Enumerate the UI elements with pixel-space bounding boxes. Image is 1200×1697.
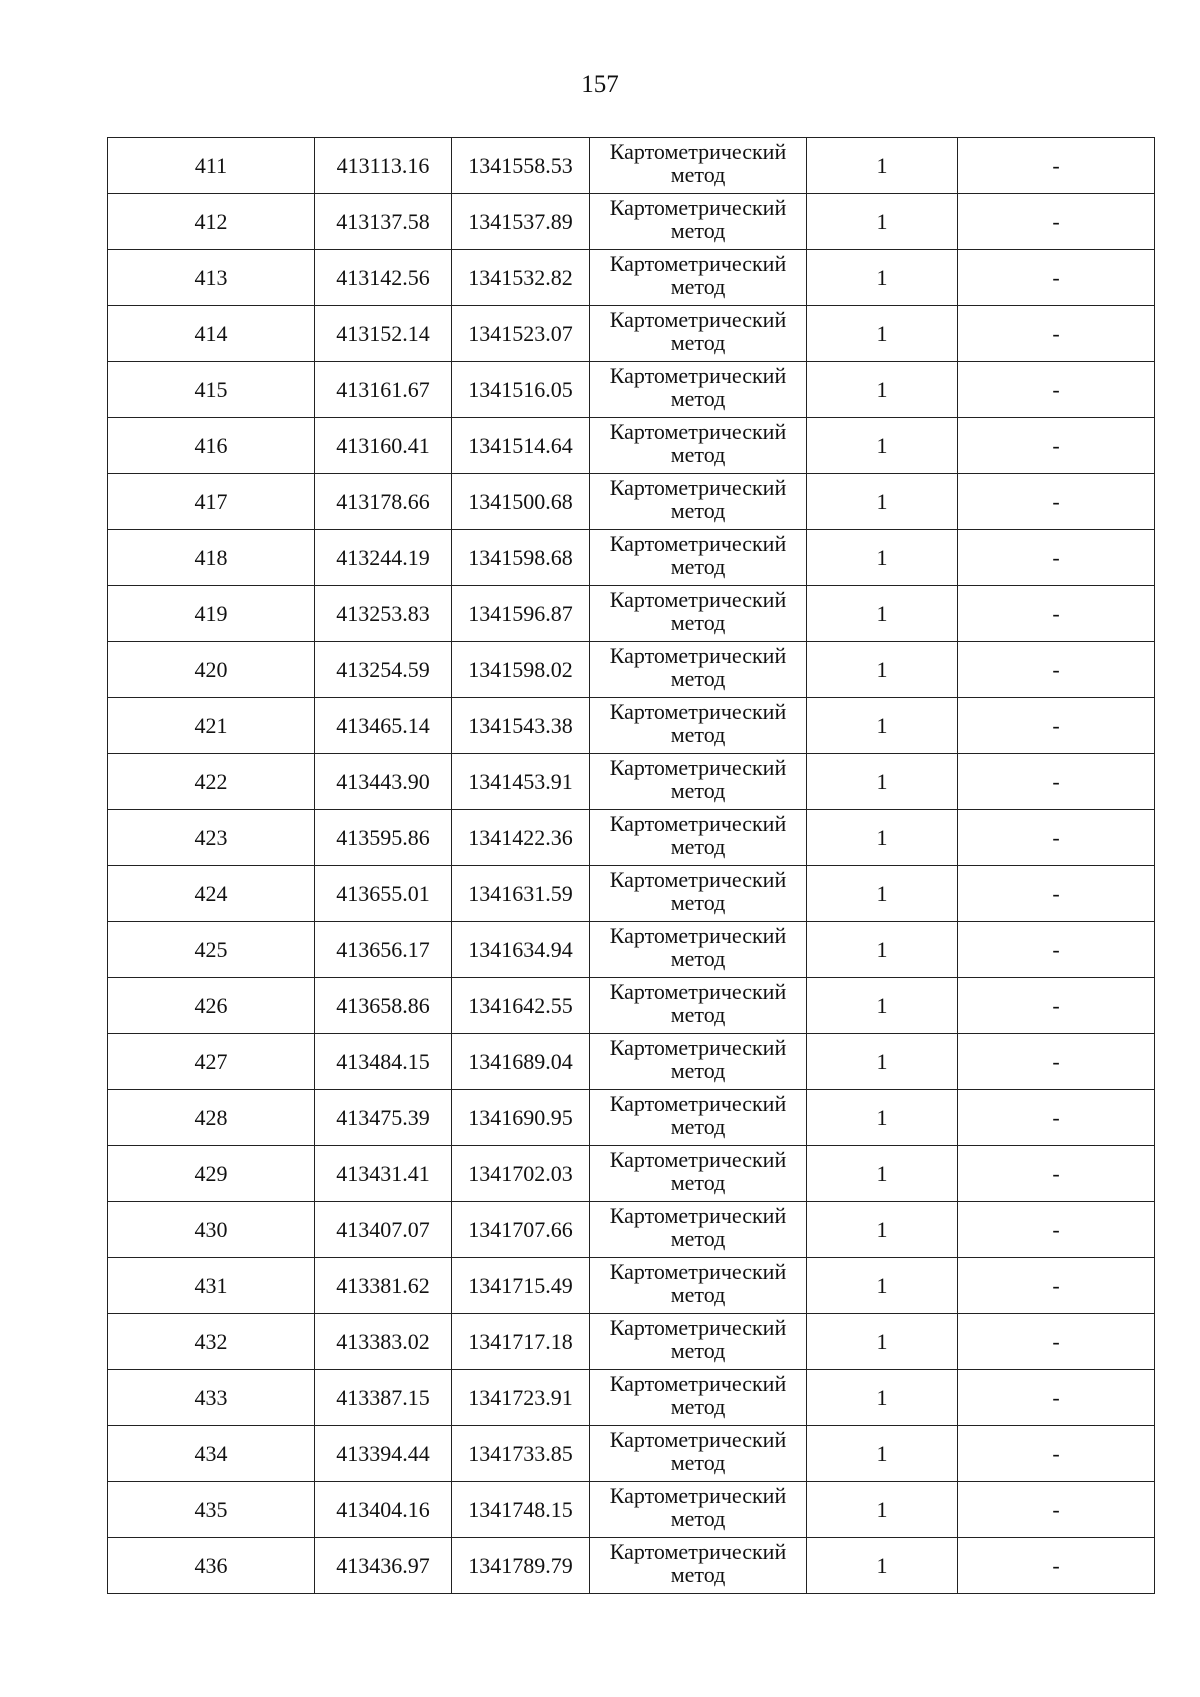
method-label-line-1: Картометрический [609,1539,787,1564]
table-row [108,978,1155,1034]
accuracy-cell: 1 [807,642,958,698]
method-label-line-2: метод [670,498,726,523]
method-cell [590,1090,807,1146]
method-label-line-2: метод [670,890,726,915]
table-row [108,1370,1155,1426]
point-number-cell: 422 [108,754,315,810]
note-cell: - [958,194,1155,250]
table-row [108,1258,1155,1314]
note-cell: - [958,1146,1155,1202]
accuracy-cell: 1 [807,1314,958,1370]
x-coordinate-cell: 413152.14 [315,306,452,362]
method-label-line-1: Картометрический [609,1483,787,1508]
method-label-line-1: Картометрический [609,1035,787,1060]
point-number-cell: 427 [108,1034,315,1090]
method-cell [590,138,807,194]
method-cell [590,1146,807,1202]
table-row [108,1090,1155,1146]
x-coordinate-cell: 413160.41 [315,418,452,474]
method-label-line-1: Картометрический [609,811,787,836]
accuracy-cell: 1 [807,362,958,418]
method-label-line-2: метод [670,1450,726,1475]
method-label-line-1: Картометрический [609,867,787,892]
method-cell [590,530,807,586]
x-coordinate-cell: 413484.15 [315,1034,452,1090]
x-coordinate-cell: 413436.97 [315,1538,452,1594]
point-number-cell: 426 [108,978,315,1034]
method-label-line-1: Картометрический [609,1147,787,1172]
note-cell: - [958,866,1155,922]
table-row [108,586,1155,642]
y-coordinate-cell: 1341598.68 [452,530,590,586]
point-number-cell: 420 [108,642,315,698]
method-cell [590,866,807,922]
method-label-line-2: метод [670,1394,726,1419]
table-body [108,138,1155,1594]
table-row [108,418,1155,474]
point-number-cell: 411 [108,138,315,194]
table-row [108,194,1155,250]
y-coordinate-cell: 1341453.91 [452,754,590,810]
table-row [108,250,1155,306]
method-cell [590,1482,807,1538]
method-label-line-2: метод [670,722,726,747]
method-label-line-2: метод [670,554,726,579]
x-coordinate-cell: 413381.62 [315,1258,452,1314]
table-row [108,362,1155,418]
method-label-line-1: Картометрический [609,1091,787,1116]
method-cell [590,306,807,362]
accuracy-cell: 1 [807,1258,958,1314]
method-cell [590,250,807,306]
note-cell: - [958,1090,1155,1146]
method-cell [590,1370,807,1426]
method-cell [590,1426,807,1482]
accuracy-cell: 1 [807,978,958,1034]
method-label-line-2: метод [670,1170,726,1195]
method-label-line-1: Картометрический [609,251,787,276]
table-row [108,306,1155,362]
accuracy-cell: 1 [807,306,958,362]
point-number-cell: 429 [108,1146,315,1202]
y-coordinate-cell: 1341789.79 [452,1538,590,1594]
y-coordinate-cell: 1341500.68 [452,474,590,530]
table-row [108,1034,1155,1090]
point-number-cell: 431 [108,1258,315,1314]
accuracy-cell: 1 [807,1090,958,1146]
method-label-line-2: метод [670,834,726,859]
accuracy-cell: 1 [807,1482,958,1538]
point-number-cell: 436 [108,1538,315,1594]
table-row [108,530,1155,586]
point-number-cell: 421 [108,698,315,754]
accuracy-cell: 1 [807,1202,958,1258]
point-number-cell: 413 [108,250,315,306]
method-label-line-1: Картометрический [609,755,787,780]
x-coordinate-cell: 413404.16 [315,1482,452,1538]
point-number-cell: 434 [108,1426,315,1482]
note-cell: - [958,530,1155,586]
method-label-line-1: Картометрический [609,643,787,668]
table-row [108,922,1155,978]
y-coordinate-cell: 1341717.18 [452,1314,590,1370]
accuracy-cell: 1 [807,866,958,922]
y-coordinate-cell: 1341596.87 [452,586,590,642]
method-label-line-2: метод [670,1002,726,1027]
note-cell: - [958,1202,1155,1258]
note-cell: - [958,1314,1155,1370]
method-cell [590,1258,807,1314]
x-coordinate-cell: 413142.56 [315,250,452,306]
method-label-line-1: Картометрический [609,363,787,388]
y-coordinate-cell: 1341523.07 [452,306,590,362]
note-cell: - [958,138,1155,194]
note-cell: - [958,1426,1155,1482]
method-label-line-1: Картометрический [609,1315,787,1340]
method-label-line-1: Картометрический [609,475,787,500]
method-label-line-2: метод [670,274,726,299]
table-row [108,1426,1155,1482]
x-coordinate-cell: 413394.44 [315,1426,452,1482]
accuracy-cell: 1 [807,138,958,194]
method-label-line-2: метод [670,386,726,411]
accuracy-cell: 1 [807,1370,958,1426]
note-cell: - [958,810,1155,866]
accuracy-cell: 1 [807,530,958,586]
note-cell: - [958,978,1155,1034]
method-label-line-2: метод [670,162,726,187]
x-coordinate-cell: 413137.58 [315,194,452,250]
point-number-cell: 432 [108,1314,315,1370]
y-coordinate-cell: 1341702.03 [452,1146,590,1202]
table-row [108,474,1155,530]
method-cell [590,418,807,474]
x-coordinate-cell: 413656.17 [315,922,452,978]
method-cell [590,642,807,698]
y-coordinate-cell: 1341532.82 [452,250,590,306]
x-coordinate-cell: 413244.19 [315,530,452,586]
coordinates-table [107,137,1155,1594]
method-label-line-2: метод [670,1338,726,1363]
point-number-cell: 417 [108,474,315,530]
method-label-line-2: метод [670,1058,726,1083]
point-number-cell: 428 [108,1090,315,1146]
method-cell [590,810,807,866]
note-cell: - [958,698,1155,754]
method-label-line-2: метод [670,1282,726,1307]
method-label-line-1: Картометрический [609,1427,787,1452]
accuracy-cell: 1 [807,754,958,810]
point-number-cell: 419 [108,586,315,642]
table-row [108,1146,1155,1202]
method-label-line-1: Картометрический [609,1259,787,1284]
note-cell: - [958,1370,1155,1426]
x-coordinate-cell: 413443.90 [315,754,452,810]
point-number-cell: 414 [108,306,315,362]
x-coordinate-cell: 413431.41 [315,1146,452,1202]
table-row [108,642,1155,698]
method-cell [590,586,807,642]
note-cell: - [958,586,1155,642]
note-cell: - [958,362,1155,418]
x-coordinate-cell: 413595.86 [315,810,452,866]
note-cell: - [958,250,1155,306]
method-label-line-1: Картометрический [609,307,787,332]
x-coordinate-cell: 413254.59 [315,642,452,698]
y-coordinate-cell: 1341689.04 [452,1034,590,1090]
method-cell [590,474,807,530]
note-cell: - [958,1482,1155,1538]
y-coordinate-cell: 1341707.66 [452,1202,590,1258]
method-label-line-2: метод [670,1562,726,1587]
note-cell: - [958,418,1155,474]
point-number-cell: 424 [108,866,315,922]
page-number: 157 [581,71,619,98]
method-label-line-2: метод [670,1506,726,1531]
y-coordinate-cell: 1341516.05 [452,362,590,418]
method-cell [590,698,807,754]
accuracy-cell: 1 [807,1426,958,1482]
x-coordinate-cell: 413475.39 [315,1090,452,1146]
note-cell: - [958,922,1155,978]
table-row [108,698,1155,754]
y-coordinate-cell: 1341514.64 [452,418,590,474]
note-cell: - [958,1034,1155,1090]
method-label-line-2: метод [670,610,726,635]
table-row [108,866,1155,922]
note-cell: - [958,1538,1155,1594]
point-number-cell: 415 [108,362,315,418]
method-label-line-1: Картометрический [609,195,787,220]
y-coordinate-cell: 1341537.89 [452,194,590,250]
accuracy-cell: 1 [807,586,958,642]
note-cell: - [958,474,1155,530]
method-label-line-2: метод [670,778,726,803]
accuracy-cell: 1 [807,194,958,250]
y-coordinate-cell: 1341642.55 [452,978,590,1034]
method-label-line-2: метод [670,666,726,691]
accuracy-cell: 1 [807,698,958,754]
x-coordinate-cell: 413465.14 [315,698,452,754]
method-cell [590,362,807,418]
method-label-line-2: метод [670,946,726,971]
x-coordinate-cell: 413383.02 [315,1314,452,1370]
point-number-cell: 425 [108,922,315,978]
point-number-cell: 435 [108,1482,315,1538]
method-cell [590,978,807,1034]
method-label-line-1: Картометрический [609,587,787,612]
x-coordinate-cell: 413658.86 [315,978,452,1034]
method-label-line-2: метод [670,330,726,355]
y-coordinate-cell: 1341631.59 [452,866,590,922]
table-row [108,1482,1155,1538]
accuracy-cell: 1 [807,418,958,474]
point-number-cell: 418 [108,530,315,586]
y-coordinate-cell: 1341543.38 [452,698,590,754]
y-coordinate-cell: 1341634.94 [452,922,590,978]
table-row [108,1314,1155,1370]
y-coordinate-cell: 1341598.02 [452,642,590,698]
method-cell [590,922,807,978]
method-label-line-1: Картометрический [609,1371,787,1396]
method-label-line-2: метод [670,442,726,467]
method-label-line-2: метод [670,218,726,243]
y-coordinate-cell: 1341690.95 [452,1090,590,1146]
accuracy-cell: 1 [807,250,958,306]
y-coordinate-cell: 1341748.15 [452,1482,590,1538]
note-cell: - [958,1258,1155,1314]
table-row [108,810,1155,866]
y-coordinate-cell: 1341733.85 [452,1426,590,1482]
y-coordinate-cell: 1341558.53 [452,138,590,194]
note-cell: - [958,642,1155,698]
table-row [108,138,1155,194]
accuracy-cell: 1 [807,922,958,978]
table-row [108,1202,1155,1258]
y-coordinate-cell: 1341715.49 [452,1258,590,1314]
method-cell [590,754,807,810]
x-coordinate-cell: 413178.66 [315,474,452,530]
method-label-line-1: Картометрический [609,531,787,556]
point-number-cell: 423 [108,810,315,866]
accuracy-cell: 1 [807,1146,958,1202]
y-coordinate-cell: 1341723.91 [452,1370,590,1426]
method-label-line-2: метод [670,1226,726,1251]
method-cell [590,1202,807,1258]
point-number-cell: 416 [108,418,315,474]
y-coordinate-cell: 1341422.36 [452,810,590,866]
method-label-line-1: Картометрический [609,979,787,1004]
point-number-cell: 430 [108,1202,315,1258]
method-label-line-1: Картометрический [609,419,787,444]
table-row [108,1538,1155,1594]
method-label-line-1: Картометрический [609,923,787,948]
note-cell: - [958,306,1155,362]
method-label-line-1: Картометрический [609,1203,787,1228]
table-row [108,754,1155,810]
method-label-line-2: метод [670,1114,726,1139]
method-cell [590,194,807,250]
method-label-line-1: Картометрический [609,139,787,164]
point-number-cell: 412 [108,194,315,250]
accuracy-cell: 1 [807,1034,958,1090]
x-coordinate-cell: 413161.67 [315,362,452,418]
method-cell [590,1034,807,1090]
x-coordinate-cell: 413113.16 [315,138,452,194]
accuracy-cell: 1 [807,1538,958,1594]
x-coordinate-cell: 413655.01 [315,866,452,922]
x-coordinate-cell: 413253.83 [315,586,452,642]
method-label-line-1: Картометрический [609,699,787,724]
accuracy-cell: 1 [807,810,958,866]
x-coordinate-cell: 413387.15 [315,1370,452,1426]
point-number-cell: 433 [108,1370,315,1426]
x-coordinate-cell: 413407.07 [315,1202,452,1258]
note-cell: - [958,754,1155,810]
accuracy-cell: 1 [807,474,958,530]
method-cell [590,1538,807,1594]
method-cell [590,1314,807,1370]
